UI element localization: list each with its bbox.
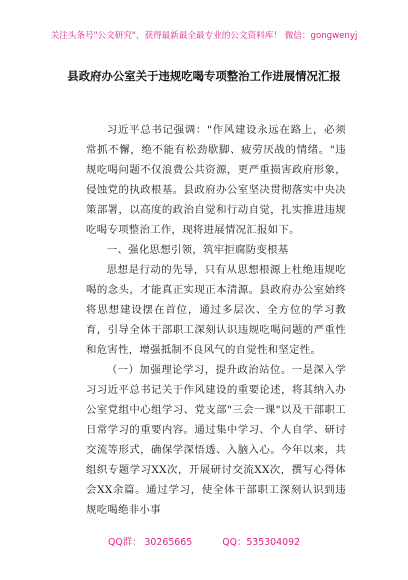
contact-footer	[0, 537, 408, 549]
intro-paragraph: 习近平总书记强调："作风建设永远在路上，必须常抓不懈，绝不能有松劲歇脚、疲劳厌战的情绪。"违规吃喝问题不仅浪费公共资源，更严重损害政府形象，侵蚀党的执政根基。县政府办公室坚决贯彻落实中央决策部署，以高度的政治自觉和行动自觉，扎实推进违规吃喝专项整治工作，现将进展情况汇报如下。	[86, 124, 346, 236]
document-title: 县政府办公室关于违规吃喝专项整治工作进展情况汇报	[67, 69, 341, 83]
section-heading-1: 一、强化思想引领，筑牢拒腐防变根基	[106, 244, 289, 256]
subsection-1-paragraph: （一）加强理论学习，提升政治站位。一是深入学习习近平总书记关于作风建设的重要论述，将其纳入办公室党组中心组学习、党支部"三会一课"以及干部职工日常学习的重要内容。通过集中学习、个人自学、研讨交流等形式，确保学深悟透、入脑入心。今年以来，共组织专题学习XX次，开展研讨交流XX次，撰写心得体会XX余篇。通过学习，使全体干部职工深刻认识到违规吃喝绝非小事	[86, 364, 346, 516]
qq-group-text: QQ群： 30265665	[107, 537, 193, 548]
section-1-paragraph: 思想是行动的先导，只有从思想根源上杜绝违规吃喝的念头，才能真正实现正本清源。县政府办公室始终将思想建设摆在首位，通过多层次、全方位的学习教育，引导全体干部职工深刻认识违规吃喝问题的严重性和危害性，增强抵制不良风气的自觉性和坚定性。	[86, 264, 346, 356]
document-body	[86, 120, 346, 520]
promo-banner: 关注头条号"公文研究"，获得最新最全最专业的公文资料库！ 微信：gongwenyj	[50, 31, 358, 41]
qq-text: QQ：535304092	[222, 537, 301, 548]
